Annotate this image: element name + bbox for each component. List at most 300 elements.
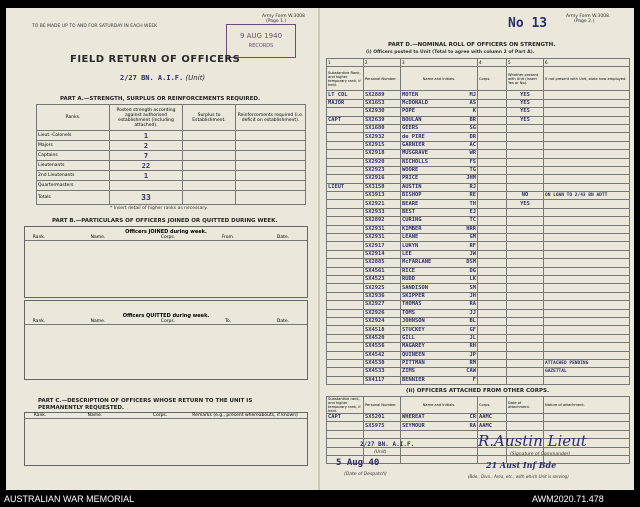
officer-row — [327, 259, 630, 267]
officer-present — [507, 250, 544, 258]
officer-surname: NICHOLLS — [402, 158, 428, 165]
col-header: Rank. — [33, 413, 47, 418]
officer-initials: JP — [469, 351, 476, 358]
officer-present: YES — [507, 91, 544, 99]
officer-rank — [327, 292, 364, 300]
attached-initials: RA — [469, 422, 476, 429]
officer-initials: FS — [469, 158, 476, 165]
officer-rank — [327, 166, 364, 174]
col-header: Substantive rank, and higher temporary rank, if held. — [327, 397, 364, 414]
officer-surname: WOORE — [402, 167, 419, 174]
form-sub-right: (Page 2.) — [574, 19, 595, 24]
officer-present: YES — [507, 99, 544, 107]
officer-initials: MJ — [469, 91, 476, 98]
received-stamp — [226, 24, 296, 58]
officer-corps — [478, 175, 507, 183]
rank-label: Captains — [37, 151, 110, 161]
strength-value: 1 — [110, 131, 183, 141]
officer-note — [544, 183, 630, 191]
officer-surname: THOMAS — [402, 301, 422, 308]
officer-corps — [478, 234, 507, 242]
col-header: Date. — [276, 319, 290, 324]
officer-corps — [478, 326, 507, 334]
strength-value: 7 — [110, 151, 183, 161]
star-note: * Insert detail of higher ranks as necessary. — [110, 206, 208, 211]
col-header: Name and Initials. — [401, 67, 478, 91]
officer-initials: RJ — [469, 183, 476, 190]
officer-note — [544, 175, 630, 183]
officer-row — [327, 309, 630, 317]
officer-initials: AS — [469, 99, 476, 106]
officer-number: SX4518 — [364, 326, 401, 334]
officer-corps — [478, 267, 507, 275]
officer-rank — [327, 108, 364, 116]
officer-initials: SG — [469, 125, 476, 132]
officer-row — [327, 141, 630, 149]
officer-name — [401, 317, 478, 325]
officer-surname: PITTMAN — [402, 360, 425, 367]
brigade-value: 21 Aust Inf Bde — [486, 460, 557, 470]
officer-note — [544, 108, 630, 116]
officer-number: SX4561 — [364, 267, 401, 275]
officer-rank — [327, 242, 364, 250]
officer-row — [327, 234, 630, 242]
quitted-box — [24, 300, 308, 380]
officer-present — [507, 242, 544, 250]
rank-label: Lieutenants — [37, 161, 110, 171]
officer-note — [544, 150, 630, 158]
part-c-title: PART C.—DESCRIPTION OF OFFICERS WHOSE RETURN TO THE UNIT IS PERMANENTLY REQUESTED. — [38, 398, 253, 411]
officer-number: SX2932 — [364, 133, 401, 141]
officer-name — [401, 334, 478, 342]
form-code-right: Army Form W.3008. — [566, 14, 611, 19]
part-a-table — [36, 104, 306, 205]
unit-label-right: (Unit) — [374, 450, 387, 455]
officer-row — [327, 359, 630, 367]
officer-note — [544, 284, 630, 292]
officer-initials: RA — [469, 301, 476, 308]
attached-name — [401, 414, 478, 422]
officer-name — [401, 250, 478, 258]
officer-number: SX4556 — [364, 343, 401, 351]
joined-title: Officers JOINED during week. — [125, 229, 207, 235]
nominal-roll-table — [326, 58, 630, 385]
officer-name — [401, 116, 478, 124]
attached-name — [401, 422, 478, 430]
officer-initials: WR — [469, 150, 476, 157]
return-number: No 13 — [508, 16, 548, 31]
officer-name — [401, 359, 478, 367]
officer-present — [507, 351, 544, 359]
officer-corps — [478, 116, 507, 124]
attached-row — [327, 422, 630, 430]
officer-initials: JHM — [466, 175, 476, 182]
officer-initials: LK — [469, 276, 476, 283]
officer-present — [507, 309, 544, 317]
officer-name — [401, 351, 478, 359]
officer-number: SX2936 — [364, 292, 401, 300]
officer-corps — [478, 225, 507, 233]
officer-corps — [478, 166, 507, 174]
officer-name — [401, 234, 478, 242]
officer-note: ATTACHED PENDING — [544, 359, 630, 367]
brigade-label: (Bde., Divn., Area, etc., with which Unit is serving) — [468, 474, 569, 479]
officer-row — [327, 267, 630, 275]
officer-note — [544, 217, 630, 225]
despatch-date: 5 Aug 40 — [336, 458, 380, 468]
officer-present — [507, 259, 544, 267]
officer-note — [544, 309, 630, 317]
officer-surname: PRICE — [402, 175, 419, 182]
officer-present — [507, 217, 544, 225]
officer-rank — [327, 225, 364, 233]
officer-rank: LT COL — [327, 91, 364, 99]
officer-present — [507, 133, 544, 141]
officer-number: SX3913 — [364, 192, 401, 200]
officer-corps — [478, 99, 507, 107]
col-header: Name. — [87, 413, 103, 418]
officer-row — [327, 208, 630, 216]
col-header: Name. — [90, 235, 106, 240]
officer-note — [544, 259, 630, 267]
officer-corps — [478, 334, 507, 342]
attached-number: SX5975 — [364, 422, 401, 430]
rank-label: Totals — [37, 191, 110, 205]
officer-row — [327, 376, 630, 384]
officer-present — [507, 234, 544, 242]
footer-accession: AWM2020.71.478 — [532, 494, 604, 504]
officer-note — [544, 317, 630, 325]
officer-initials: TH — [469, 200, 476, 207]
attached-surname: WHEREAT — [402, 414, 425, 421]
officer-corps — [478, 242, 507, 250]
officer-name — [401, 301, 478, 309]
officer-number: SX2926 — [364, 309, 401, 317]
officer-note — [544, 166, 630, 174]
officer-note — [544, 208, 630, 216]
officer-present: NO — [507, 192, 544, 200]
col-header: To. — [224, 319, 232, 324]
empty-cell — [327, 439, 364, 447]
empty-cell — [401, 455, 478, 463]
officer-name — [401, 225, 478, 233]
officer-row — [327, 183, 630, 191]
officer-name — [401, 158, 478, 166]
officer-initials: F — [472, 376, 476, 383]
officer-rank — [327, 376, 364, 384]
officer-corps — [478, 192, 507, 200]
officer-initials: DR — [469, 133, 476, 140]
officer-surname: QUINEEN — [402, 351, 425, 358]
officer-number: SX4520 — [364, 334, 401, 342]
officer-name — [401, 343, 478, 351]
officer-initials: DG — [469, 267, 476, 274]
officer-note — [544, 200, 630, 208]
stamp-date: 9 AUG 1940 — [239, 32, 283, 40]
officer-rank — [327, 317, 364, 325]
officer-note — [544, 275, 630, 283]
officer-present: YES — [507, 200, 544, 208]
attached-initials: CR — [469, 414, 476, 421]
officer-note — [544, 376, 630, 384]
officer-name — [401, 133, 478, 141]
part-d-sub: (i) Officers posted to Unit (Total to agree with column 2 of Part A). — [366, 50, 535, 55]
officer-initials: AC — [469, 141, 476, 148]
officer-rank — [327, 351, 364, 359]
col-header: Remarks (e.g., present whereabouts, if known) — [192, 413, 298, 418]
officer-corps — [478, 309, 507, 317]
joined-box — [24, 226, 308, 298]
officer-surname: GILL — [402, 334, 415, 341]
officer-surname: SANDISON — [402, 284, 428, 291]
officer-number: SX2885 — [364, 259, 401, 267]
officer-row — [327, 351, 630, 359]
officer-corps — [478, 359, 507, 367]
strength-value: 1 — [110, 171, 183, 181]
strength-value — [110, 181, 183, 191]
officer-initials: K — [472, 108, 476, 115]
officer-corps — [478, 158, 507, 166]
officer-surname: RICE — [402, 267, 415, 274]
officer-note: ON LOAN TO 2/43 BN ADTT — [544, 192, 630, 200]
officer-initials: TG — [469, 167, 476, 174]
officer-corps — [478, 208, 507, 216]
officer-row — [327, 242, 630, 250]
officer-name — [401, 183, 478, 191]
officer-number: SX3158 — [364, 183, 401, 191]
officer-corps — [478, 343, 507, 351]
officer-number: SX2927 — [364, 301, 401, 309]
officer-corps — [478, 91, 507, 99]
officer-corps — [478, 108, 507, 116]
officer-name — [401, 166, 478, 174]
attached-nature — [544, 422, 630, 430]
officer-number: SX2917 — [364, 242, 401, 250]
officer-present — [507, 292, 544, 300]
officer-corps — [478, 141, 507, 149]
part-a-header: Posted strength according against authorised establishment (including attached). — [110, 105, 183, 131]
col-header: Nature of attachment. — [544, 397, 630, 414]
officer-rank — [327, 267, 364, 275]
officer-note — [544, 91, 630, 99]
officer-name — [401, 200, 478, 208]
officer-note — [544, 133, 630, 141]
officer-surname: RUDD — [402, 276, 415, 283]
officer-row — [327, 192, 630, 200]
officer-present — [507, 208, 544, 216]
officer-surname: ZIMS — [402, 368, 415, 375]
commander-signature: R.Austin Lieut — [478, 432, 587, 450]
strength-value: 22 — [110, 161, 183, 171]
part-c-box — [24, 412, 308, 466]
officer-surname: CURING — [402, 217, 422, 224]
officer-name — [401, 242, 478, 250]
officer-row — [327, 275, 630, 283]
document-title: FIELD RETURN OF OFFICERS — [70, 54, 241, 65]
officer-corps — [478, 376, 507, 384]
officer-note: GAZETTAL — [544, 368, 630, 376]
part-b-title: PART B.—PARTICULARS OF OFFICERS JOINED OR QUITTED DURING WEEK. — [52, 218, 278, 224]
officer-present — [507, 267, 544, 275]
officer-number: SX1653 — [364, 99, 401, 107]
officer-row — [327, 343, 630, 351]
officer-number: SX2918 — [364, 150, 401, 158]
unit-name — [120, 74, 205, 82]
rank-label: Quartermasters — [37, 181, 110, 191]
officer-note — [544, 141, 630, 149]
officer-note — [544, 99, 630, 107]
officer-initials: SM — [469, 284, 476, 291]
officer-rank: LIEUT — [327, 183, 364, 191]
officer-number: SX4542 — [364, 351, 401, 359]
officer-rank — [327, 150, 364, 158]
officer-initials: RF — [469, 242, 476, 249]
attached-date — [507, 414, 544, 422]
officer-name — [401, 326, 478, 334]
officer-number: SX2892 — [364, 217, 401, 225]
col-number: 5 — [507, 59, 544, 67]
strength-value: 2 — [110, 141, 183, 151]
nominal-roll-body — [327, 91, 630, 385]
officer-note — [544, 158, 630, 166]
attached-surname: SEYMOUR — [402, 422, 425, 429]
officer-row — [327, 116, 630, 124]
officer-name — [401, 91, 478, 99]
officer-rank — [327, 326, 364, 334]
officer-present: YES — [507, 108, 544, 116]
officer-number: SX2931 — [364, 234, 401, 242]
unit-value-right: 2/27 BN. A.I.F. — [360, 441, 415, 448]
officer-name — [401, 284, 478, 292]
officer-number: SX2921 — [364, 200, 401, 208]
officer-number: SX2924 — [364, 317, 401, 325]
officer-name — [401, 217, 478, 225]
officer-row — [327, 326, 630, 334]
officer-present — [507, 183, 544, 191]
attached-corps: AAMC — [478, 414, 507, 422]
officer-present — [507, 275, 544, 283]
col-header: If not present with Unit, state how employed. — [544, 67, 630, 91]
officer-corps — [478, 124, 507, 132]
officer-rank — [327, 175, 364, 183]
officer-initials: EJ — [469, 209, 476, 216]
officer-row — [327, 91, 630, 99]
officer-initials: DSM — [466, 259, 476, 266]
officer-initials: GM — [469, 234, 476, 241]
officer-rank — [327, 200, 364, 208]
officer-rank — [327, 217, 364, 225]
form-sub: (Page 1.) — [266, 19, 287, 24]
unit-label: (Unit) — [185, 74, 206, 82]
rank-label: 2nd Lieutenants — [37, 171, 110, 181]
officer-number: SX2916 — [364, 175, 401, 183]
officer-present — [507, 124, 544, 132]
officer-row — [327, 99, 630, 107]
officer-surname: BEST — [402, 209, 415, 216]
despatch-date-label: (Date of Despatch) — [344, 472, 387, 477]
officer-row — [327, 158, 630, 166]
officer-number: SX2930 — [364, 108, 401, 116]
rank-label: Lieut.-Colonels — [37, 131, 110, 141]
col-header: Corps. — [160, 235, 176, 240]
officer-name — [401, 99, 478, 107]
part-a-title: PART A.—STRENGTH, SURPLUS OR REINFORCEMENTS REQUIRED. — [60, 96, 261, 102]
part-a-header: Reinforcements required (i.e. deficit on establishment). — [236, 105, 306, 131]
officer-name — [401, 108, 478, 116]
col-header: Whether present with Unit (insert Yes or No). — [507, 67, 544, 91]
officer-row — [327, 225, 630, 233]
rank-label: Majors — [37, 141, 110, 151]
officer-number: SX2923 — [364, 166, 401, 174]
officer-corps — [478, 275, 507, 283]
officer-row — [327, 133, 630, 141]
officer-note — [544, 301, 630, 309]
officer-note — [544, 326, 630, 334]
officer-surname: LUKYN — [402, 242, 419, 249]
officer-name — [401, 124, 478, 132]
officer-row — [327, 124, 630, 132]
officer-surname: BENNIER — [402, 376, 425, 383]
attached-corps: AAMC — [478, 422, 507, 430]
attached-table — [326, 396, 630, 464]
officer-surname: de PIRE — [402, 133, 425, 140]
officer-initials: JL — [469, 334, 476, 341]
officer-surname: BISHOP — [402, 192, 422, 199]
col-number: 2 — [364, 59, 401, 67]
officer-note — [544, 225, 630, 233]
officer-note — [544, 250, 630, 258]
officer-present — [507, 359, 544, 367]
officer-present — [507, 141, 544, 149]
officer-rank — [327, 284, 364, 292]
officer-number: SX2915 — [364, 141, 401, 149]
officer-rank — [327, 259, 364, 267]
officer-note — [544, 116, 630, 124]
col-header: Date. — [276, 235, 290, 240]
officer-surname: SKIPPER — [402, 292, 425, 299]
officer-surname: MAGAREY — [402, 343, 425, 350]
empty-cell — [364, 430, 401, 438]
officer-row — [327, 200, 630, 208]
officer-row — [327, 150, 630, 158]
officer-row — [327, 292, 630, 300]
officer-surname: GARNIER — [402, 141, 425, 148]
officer-row — [327, 368, 630, 376]
officer-note — [544, 267, 630, 275]
col-header: Name. — [90, 319, 106, 324]
attached-rank: CAPT — [327, 414, 364, 422]
officer-name — [401, 208, 478, 216]
officer-present — [507, 301, 544, 309]
col-header: Personal Number. — [364, 397, 401, 414]
attached-date — [507, 422, 544, 430]
officer-corps — [478, 368, 507, 376]
officer-note — [544, 234, 630, 242]
officer-number: SX1680 — [364, 124, 401, 132]
officer-row — [327, 250, 630, 258]
officer-name — [401, 175, 478, 183]
officer-rank: MAJOR — [327, 99, 364, 107]
officer-number: SX4523 — [364, 275, 401, 283]
officer-initials: BR — [469, 116, 476, 123]
officer-name — [401, 267, 478, 275]
officer-present — [507, 343, 544, 351]
officer-initials: GF — [469, 326, 476, 333]
officer-initials: RH — [469, 343, 476, 350]
officer-name — [401, 141, 478, 149]
col-header: Personal Number. — [364, 67, 401, 91]
officer-initials: HRR — [466, 225, 476, 232]
